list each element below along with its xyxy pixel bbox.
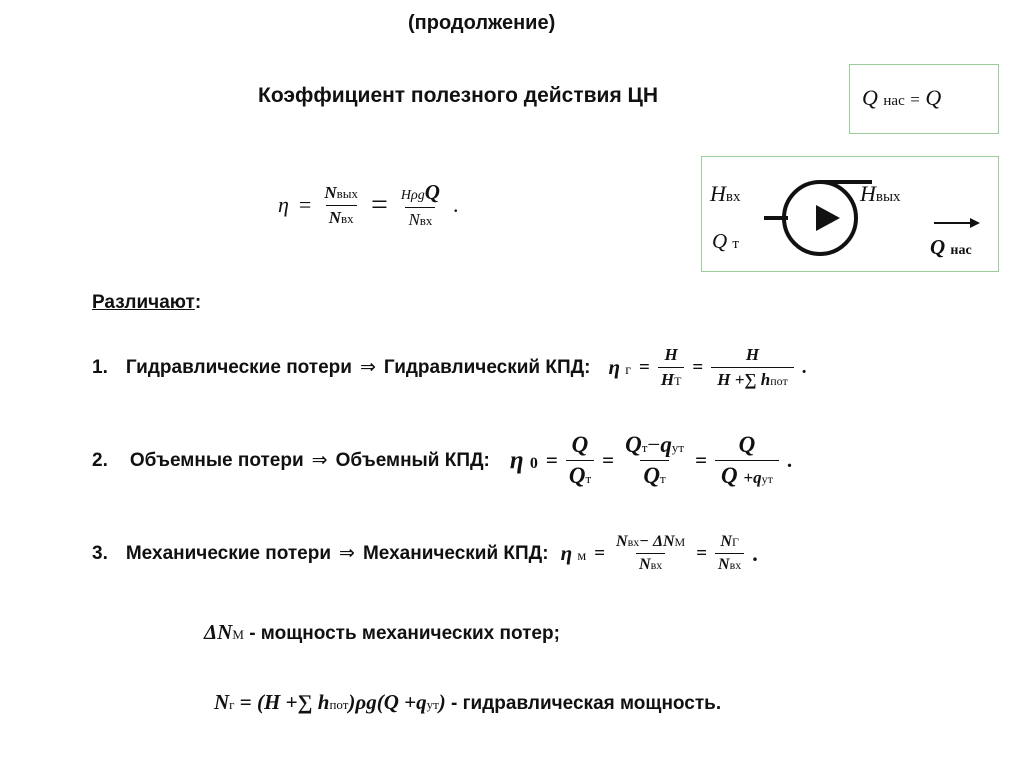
delta-n: ΔN xyxy=(204,620,233,644)
eq-sign: = xyxy=(602,448,615,472)
implies-arrow: ⇒ xyxy=(359,357,376,378)
q-sub: т xyxy=(641,440,648,455)
loss-sub: пот xyxy=(770,374,788,388)
fraction-q-qplusleak xyxy=(715,432,779,489)
n-symbol: N xyxy=(328,207,341,227)
eq-sign: = xyxy=(298,192,312,217)
h-in-sub: вх xyxy=(725,189,741,205)
expr-part-b: )ρg(Q +q xyxy=(348,690,427,714)
item-efficiency-label: Механический КПД: xyxy=(362,542,549,564)
eq-sign: = xyxy=(695,448,708,472)
n-symbol: N xyxy=(720,533,732,550)
n-symbol: N xyxy=(408,210,420,229)
q-eq: = xyxy=(910,90,920,109)
fraction-h-ht xyxy=(658,345,685,390)
eta-sub: 0 xyxy=(529,454,538,472)
q-symbol: Q xyxy=(862,85,878,110)
q-symbol: Q xyxy=(424,180,440,204)
n-symbol: N xyxy=(214,690,230,714)
pump-diagram xyxy=(701,156,999,272)
n-sub: вх xyxy=(729,558,742,572)
q-symbol: Q xyxy=(568,463,586,488)
h-out-sub: вых xyxy=(875,189,901,205)
item-number: 3. xyxy=(92,542,108,564)
n-sub: вых xyxy=(336,185,358,201)
dot: . xyxy=(801,356,807,378)
mech-sub: М xyxy=(674,535,686,549)
q-nas-label xyxy=(930,235,972,260)
item-volumetric xyxy=(92,432,792,489)
minus-delta-n: − ΔN xyxy=(639,533,675,550)
eq-sign: = xyxy=(545,448,558,472)
item-hydraulic xyxy=(92,345,806,390)
leak-sub: ут xyxy=(761,472,773,486)
dot: . xyxy=(752,540,758,566)
n-sub: вх xyxy=(340,210,354,226)
eta-symbol: η xyxy=(278,192,289,217)
q-sub: т xyxy=(660,471,666,486)
item-text: Гидравлические потери xyxy=(125,356,352,378)
eta-symbol: η xyxy=(560,541,573,565)
eta-sub: м xyxy=(577,549,587,564)
q-symbol: Q xyxy=(625,432,642,457)
plus-leak: +q xyxy=(743,468,762,487)
implies-arrow: ⇒ xyxy=(311,450,328,471)
h-sub: Т xyxy=(674,374,682,388)
item-text: Объемные потери xyxy=(129,449,304,471)
eq-sign: = xyxy=(696,542,708,564)
note-hydraulic-power xyxy=(214,690,721,715)
fraction-qt-qleak xyxy=(622,432,687,489)
n-symbol: N xyxy=(639,556,651,573)
leak-sub: ут xyxy=(426,697,439,712)
q-t-label xyxy=(712,229,739,254)
n-symbol: N xyxy=(616,533,628,550)
note-mech-power xyxy=(204,620,560,645)
h-symbol: H xyxy=(745,345,760,364)
mech-sub: М xyxy=(232,627,244,642)
expr-part-a: (H +∑ h xyxy=(256,690,330,714)
fraction-q-qt xyxy=(566,432,594,489)
q-sub: т xyxy=(585,471,592,486)
item-mechanical xyxy=(92,533,758,574)
implies-arrow: ⇒ xyxy=(339,543,355,564)
q-symbol-2: Q xyxy=(925,85,942,110)
h-out-label xyxy=(860,181,901,207)
fraction-hrgq-nin xyxy=(398,180,443,230)
h-symbol: H xyxy=(660,370,675,389)
q-nas-box xyxy=(849,64,999,134)
q-symbol: Q xyxy=(721,463,738,488)
q-sub: нас xyxy=(883,93,905,109)
dot: . xyxy=(786,448,793,472)
h-sum-expr: H +∑ h xyxy=(717,370,771,389)
q-t-symbol: Q xyxy=(712,229,728,253)
q-nas-symbol: Q xyxy=(930,235,946,259)
eta-main-formula xyxy=(278,180,458,230)
distinguish-text: Различают xyxy=(92,292,195,313)
colon: : xyxy=(194,292,202,313)
n-symbol: N xyxy=(718,556,730,573)
h-out-symbol: H xyxy=(860,181,876,206)
page-title: Коэффициент полезного действия ЦН xyxy=(258,84,659,107)
n-sub: вх xyxy=(650,558,663,572)
h-rho-g: Hρg xyxy=(400,188,425,203)
note-text: - гидравлическая мощность. xyxy=(451,693,722,714)
item-efficiency-label: Гидравлический КПД: xyxy=(383,356,591,378)
h-in-symbol: H xyxy=(710,181,726,206)
q-symbol: Q xyxy=(738,432,756,457)
continuation-label: (продолжение) xyxy=(408,12,556,34)
eta-symbol: η xyxy=(608,355,620,379)
expr-part-c: ) xyxy=(438,690,446,714)
eq-sign: = xyxy=(692,356,704,378)
dot: . xyxy=(452,192,459,217)
item-number: 2. xyxy=(92,449,108,471)
fraction-ng-nin xyxy=(715,533,744,574)
fraction-h-hsum xyxy=(711,345,794,390)
item-number: 1. xyxy=(92,356,108,378)
flow-arrow-head xyxy=(970,218,980,228)
pump-triangle xyxy=(816,205,840,231)
leak-sub: ут xyxy=(671,440,685,455)
eq-sign: = xyxy=(594,542,606,564)
q-symbol: Q xyxy=(643,463,661,488)
q-t-sub: т xyxy=(732,236,739,252)
h-symbol: H xyxy=(664,345,678,364)
eq-sign: = xyxy=(371,188,388,221)
n-sub: г xyxy=(229,697,235,712)
distinguish-label xyxy=(92,292,201,314)
item-text: Механические потери xyxy=(125,542,332,564)
leak-symbol: q xyxy=(660,432,672,457)
n-sub: вх xyxy=(419,213,433,228)
eq-sign: = xyxy=(239,690,252,714)
n-sub: вх xyxy=(627,535,640,549)
fraction-nout-nin xyxy=(321,183,361,228)
eta-sub: г xyxy=(625,363,631,378)
n-sub: Г xyxy=(731,535,739,549)
minus: − xyxy=(647,432,661,457)
item-efficiency-label: Объемный КПД: xyxy=(335,449,490,471)
q-symbol: Q xyxy=(571,432,589,457)
h-in-label xyxy=(710,181,740,207)
n-symbol: N xyxy=(324,182,337,202)
eq-sign: = xyxy=(639,356,650,378)
note-text: - мощность механических потер; xyxy=(249,623,560,644)
eta-symbol: η xyxy=(509,446,524,474)
loss-sub: пот xyxy=(329,697,349,712)
fraction-nin-dnm xyxy=(613,533,688,574)
q-nas-sub: нас xyxy=(950,243,972,258)
